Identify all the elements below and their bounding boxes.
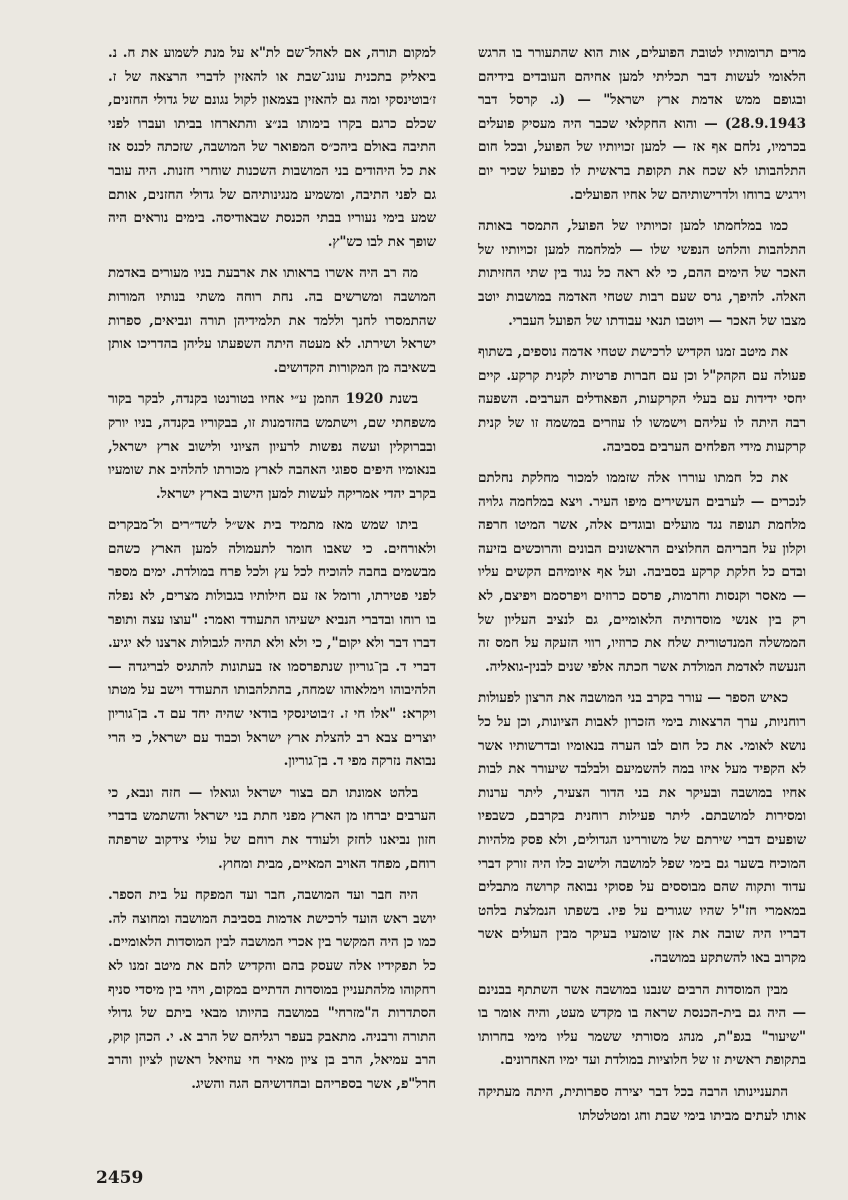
paragraph: התעניינותו הרבה בכל דבר יצירה ספרותית, היתה מעתיקה אותו לעתים מביתו בימי שבת וחג ומטלטלתו	[478, 1083, 806, 1124]
left-column	[108, 42, 436, 1105]
paragraph: היה חבר ועד המושבה, חבר ועד המפקח על בית הספר. יושב ראש הועד לרכישת אדמות בסביבת המושבה ומחוצה לה. כמו כן היה המקשר בין אכרי המושבה לבין המוסדות הלאומיים. כל תפקידיו אלה שעסק בהם והקדיש להם את מיטב זמנו לא רחקוהו מלהתעניין במוסדות הדתיים במקום, ויהי בין מיסדי סניף הסתדרות ה"מזרחי" במושבה בהיותו מבאי ביתם של גדולי התורה ורבניה. מתאבק בעפר רגליהם של הרב א. י. הכהן קוק, הרב עמיאל, הרב בן ציון מאיר חי עוזיאל ראשון לציון והרב חרל"פ, אשר בספריהם ובחדושיהם הגה והשיג.	[108, 887, 436, 1092]
paragraph: למקום תורה, אם לאהל־שם לת"א על מנת לשמוע את ח. נ. ביאליק בתכנית עונג־שבת או להאזין לדברי הרצאה של ז. ז׳בוטינסקי ומה גם להאזין בצמאון לקול נגונם של גדולי החזנים, שכלם כרגם בקרו בימותו בנ״צ והתארחו בביתו ועברו לפני התיבה באולם ביהכ״ס המפואר של המושבה, שזכתה לכנס אז את כל היהודים בני המושבות השכנות שוחרי חזנות. היה עובר גם לפני התיבה, ומשמיע מנגינותיהם של גדולי החזנים, אותם שמע בימי נעוריו בבתי הכנסת שבאודיסה. בימים נוראים היה שופך את לבו כש"ץ.	[108, 45, 436, 250]
paragraph: מה רב היה אשרו בראותו את ארבעת בניו מעורים באדמת המושבה ומשרשים בה. נחת רוחה משתי בנותיו המורות שהתמסרו לחנך וללמד את תלמידיהן תורה ונביאים, ספרות ישראל ושירתו. לא מעטה היתה השפעתו עליהן בהדריכו אותן בשאיבה מן המקורות הקדושים.	[108, 265, 436, 376]
paragraph: ביתו שמש מאז מתמיד בית אש״ל לשד״רים ול־מבקרים ולאורחים. כי שאבו חומר לתעמולה למען הארץ כשהם מבשמים בחבה להוכיח לכל עץ ולכל פרח במולדת. ימים מספר לפני פטירתו, ורומל אז עם חילותיו בגבולות מצרים, לא נפלה בו רוחו ובדברי הנביא ישעיהו התעודד ואמר: "עוצו עצה ותופר דברו דבר ולא יקום", כי ולא ולא תהיה לגבולות ארצנו לא יגיע. דברי ד. בן־גוריון שנתפרסמו אז בעתונות להתגיס לבריגדה — הלהיבוהו וימלאוהו שמחה, בהתלהבותו התעודד וישב על מטתו ויקרא: "אלו חי ז. ז׳בוטינסקי בודאי שהיה יחד עם ד. בן־גוריון יוצרים צבא רב להצלת ארץ ישראל וכבוד עם ישראל, כי הרי נבואה נזרקה מפי ד. בן־גוריון.	[108, 517, 436, 770]
paragraph: בלהט אמונתו תם בצור ישראל וגואלו — חזה ונבא, כי הערבים יברחו מן הארץ מפני חתת בני ישראל והשתמש בדברי חזון נביאנו לחזק ולעודד את רוחם של עולי צידקוב שרפתה רוחם, מפחד האויב המאיים, מבית ומחוץ.	[108, 784, 436, 872]
right-column	[478, 42, 806, 1136]
paragraph: בשנת 1920 הוזמן ע״י אחיו בטורנטו בקנדה, לבקר בקור משפחתי שם, וישתמש בהזדמנות זו, בבקוריו בקנדה, בניו יורק ובברוקלין ועשה נפשות לרעיון הציוני ולישוב ארץ ישראל, בנאומיו היפים ספוגי האהבה לארץ מכורתו להלהיב את שומעיו בקרב יהדי אמריקה לעשות למען הישוב בארץ ישראל.	[108, 391, 436, 502]
paragraph: כאיש הספר — עורר בקרב בני המושבה את הרצון לפעולות רוחניות, ערך הרצאות בימי הזכרון לאבות הציונות, וכן על כל נושא לאומי. את כל חום לבו הערה בנאומיו ובדרשותיו אשר לא הקפיד מעל איזו במה להשמיעם ולבלבד שיעורר את לבות אחיו במושבה ובעיקר את בני הדור הצעיר, ליתר ערנות ומסירות למושבתם. ליתר פעילות רוחנית בקרבם, כשבפיו שופעים דברי שירתם של משוררינו הגדולים, ולא פסק מלהיות המוכיח בשער גם בימי שפל למושבה ולישוב כלו היה זורק דברי עדוד ותקוה שהם מבוססים על פסוקי נבואה קרושה מתבלים במאמרי חז"ל שהיו שגורים על פיו. בשפתו הנמלצת בלהט דבריו היה שובה את אזן שומעיו בעיקר מבין העולים אשר מקרוב באו להשתקע במושבה.	[478, 690, 806, 966]
paragraph: מבין המוסדות הרבים שנבנו במושבה אשר השתתף בבנינם — היה גם בית-הכנסת שראה בו מקדש מעט, והיה אומר בו "שיעור" בגפ"ת, מנהג מסורתי ששמר עליו מימי בחרותו בתקופת ראשית זו של חלוציות במולדת ועד ימיו האחרונים.	[478, 981, 806, 1069]
paragraph: כמו במלחמתו למען זכויותיו של הפועל, התמסר באותה התלהבות והלהט הנפשי שלו — למלחמה למען זכויותיו של האכר של הימים ההם, כי לא ראה כל נגוד בין שתי החזיתות האלה. להיפך, גרס שעם רבות שטחי האדמה במושבות יוטב מצבו של האכר — ויוטבו תנאי עבודתו של הפועל העברי.	[478, 218, 806, 329]
paragraph: את מיטב זמנו הקדיש לרכישת שטחי אדמה נוספים, בשתוף פעולה עם הקהק"ל וכן עם חברות פרטיות לקנית קרקע. קיים יחסי ידידות עם בעלי הקרקעות, הפאודלים הערבים. השפעה רבה היתה לו עליהם וישמשו לו עוזרים במשמה זו של קנית קרקעות מידי הפלחים הערבים בסביבה.	[478, 344, 806, 455]
paragraph: את כל חמתו עוררו אלה שזממו למכור מחלקת נחלתם לנכרים — לערבים העשירים מיפו העיר. ויצא במלחמה גלויה מלחמת תנופה נגד מועלים ובוגדים אלה, אשר המיטו חרפה וקלון על חבריהם החלוצים הראשונים הבונים והרוכשים בזיעה ובדם כל חלקת קרקע בסביבה. ועל אף איומיהם הקשים עליו — מאסר וקנסות וחרמות, פרסם כרוזים ויפרסמם ויפיצם, לא רק בין אנשי מוסדותיה הלאומיים, גם לנציב העליון של הממשלה המנדטורית שלח את כרוזיו, רווי הזעקה על חמס זה הנעשה לאדמת המולדת אשר חכתה אלפי שנים לבנין-גואליה.	[478, 470, 806, 675]
paragraph: מרים תרומותיו לטובת הפועלים, אות הוא שהתעורר בו הרגש הלאומי לעשות דבר תכליתי למען אחיהם העובדים בידיהם ובגופם ממש אדמת ארץ ישראל" — (ג. קרסל דבר 28.9.1943) — והוא החקלאי שכבר היה מעסיק פועלים בכרמיו, נלחם אף אז — למען זכויותיו של הפועל, ובכל חום התלהבותו לא שכח את תקופת בראשית לו כפועל שכיר יום וירגיש ברוחו ולדרישותיהם של אחיו הפועלים.	[478, 45, 806, 203]
page-number: 2459	[96, 1168, 144, 1188]
